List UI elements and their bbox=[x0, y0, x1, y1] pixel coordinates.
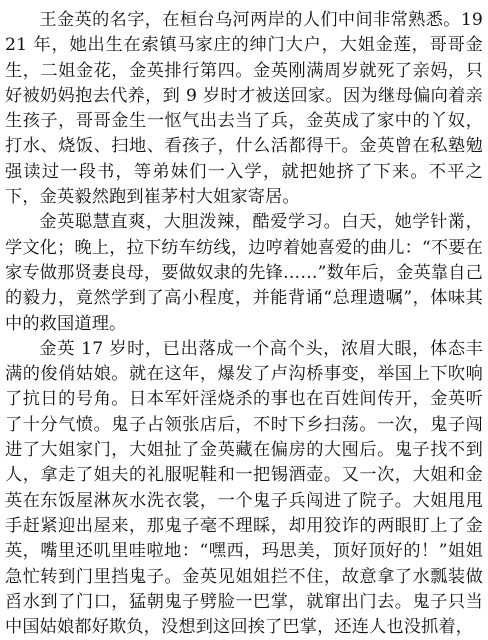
paragraph-3: 金英 17 岁时，已出落成一个高个头，浓眉大眼，体态丰满的俊俏姑娘。就在这年，爆发了卢沟桥事变，举国上下吹响了抗日的号角。日本军奸淫烧杀的事也在百姓间传开，金英听了十分气愤。鬼子占领张店后，不时下乡扫荡。一次，鬼子闯进了大姐家门，大姐扯了金英藏在偏房的大囤后。鬼子找不到人，拿走了姐夫的礼服呢鞋和一把锡酒壶。又一次，大姐和金英在东饭屋淋灰水洗衣裳，一个鬼子兵闯进了院子。大姐甩甩手赶紧迎出屋来，那鬼子毫不理睬，却用狡诈的两眼盯上了金英，嘴里还叽里哇啦地：“嘿西，玛思美，顶好顶好的！”姐姐急忙转到门里挡鬼子。金英见姐姐拦不住，故意拿了水瓢装做舀水到了门口，猛朝鬼子劈脸一巴掌，就窜出门去。鬼子只当中国姑娘都好欺负，没想到这回挨了巴掌，还连人也没抓着， bbox=[5, 338, 483, 638]
document-body bbox=[5, 8, 483, 640]
paragraph-1: 王金英的名字，在桓台乌河两岸的人们中间非常熟悉。1921 年，她出生在索镇马家庄的绅门大户，大姐金莲，哥哥金生，二姐金花，金英排行第四。金英刚满周岁就死了亲妈，只好被奶妈抱去代养，到 9 岁时才被送回家。因为继母偏向着亲生孩子，哥哥金生一怄气出去当了兵，金英成了家中的丫奴，打水、烧饭、扫地、看孩子，什么活都得干。金英曾在私塾勉强读过一段书，等弟妹们一入学，就把她挤了下来。不平之下，金英毅然跑到崔茅村大姐家寄居。 bbox=[5, 10, 483, 208]
paragraph-2: 金英聪慧直爽，大胆泼辣，酷爱学习。白天，她学针黹，学文化；晚上，拉下纺车纺线，边哼着她喜爱的曲儿：“不要在家专做那贤妻良母，要做奴隶的先锋……”数年后，金英靠自己的毅力，竟然学到了高小程度，并能背诵“总理遗嘱”，体味其中的救国道理。 bbox=[5, 212, 483, 334]
